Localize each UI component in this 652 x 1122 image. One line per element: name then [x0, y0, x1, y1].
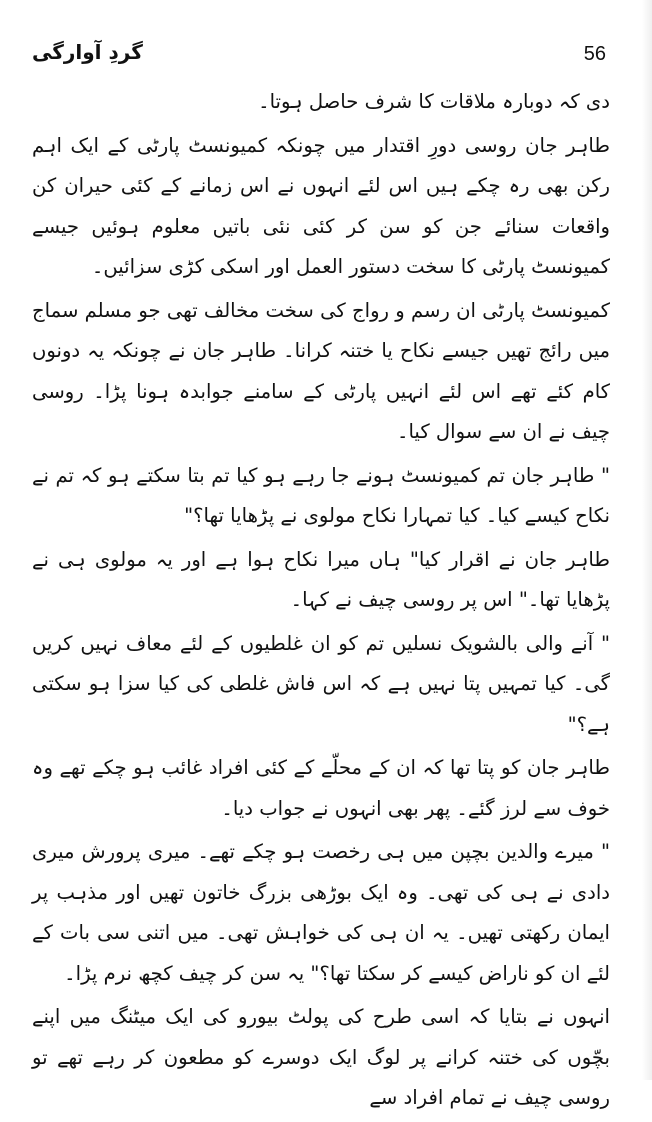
paragraph: " میرے والدین بچپن میں ہی رخصت ہو چکے تھے۔ میری پرورش میری دادی نے ہی کی تھی۔ وہ ایک بوڑھی بزرگ خاتون تھیں اور مذہب پر ایمان رکھتی تھیں۔ یہ ان ہی کی خواہش تھی۔ میں اتنی سی بات کے لئے ان کو ناراض کیسے کر سکتا تھا؟" یہ سن کر چیف کچھ نرم پڑا۔: [32, 840, 610, 985]
paragraph: کمیونسٹ پارٹی ان رسم و رواج کی سخت مخالف تھی جو مسلم سماج میں رائج تھیں جیسے نکاح یا ختنہ کرانا۔ طاہر جان نے چونکہ یہ دونوں کام کئے تھے اس لئے انہیں پارٹی کے سامنے جوابدہ ہونا پڑا۔ روسی چیف نے ان سے سوال کیا۔: [32, 298, 610, 443]
body-text: [32, 82, 610, 1122]
paragraph: انہوں نے بتایا کہ اسی طرح کی پولٹ بیورو کی ایک میٹنگ میں اپنے بچّوں کی ختنہ کرانے پر لوگ ایک دوسرے کو مطعون کر رہے تھے تو روسی چیف نے تمام افراد سے: [32, 1005, 610, 1109]
page-edge-shadow: [642, 0, 652, 1080]
page-header: [32, 40, 606, 78]
running-title: گردِ آوارگی: [32, 40, 143, 64]
paragraph: طاہر جان کو پتا تھا کہ ان کے محلّے کے کئی افراد غائب ہو چکے تھے وہ خوف سے لرز گئے۔ پھر بھی انہوں نے جواب دیا۔: [32, 756, 610, 820]
paragraph: " آنے والی بالشویک نسلیں تم کو ان غلطیوں کے لئے معاف نہیں کریں گی۔ کیا تمہیں پتا نہیں ہے کہ اس فاش غلطی کی کیا سزا ہو سکتی ہے؟": [32, 631, 610, 736]
paragraph: " طاہر جان تم کمیونسٹ ہونے جا رہے ہو کیا تم بتا سکتے ہو کہ تم نے نکاح کیسے کیا۔ کیا تمہارا نکاح مولوی نے پڑھایا تھا؟": [32, 463, 610, 527]
paragraph: طاہر جان روسی دورِ اقتدار میں چونکہ کمیونسٹ پارٹی کے ایک اہم رکن بھی رہ چکے ہیں اس لئے انہوں نے اس زمانے کے کئی حیران کن واقعات سنائے جن کو سن کر کئی نئی باتیں معلوم ہوئیں جیسے کمیونسٹ پارٹی کا سخت دستور العمل اور اسکی کڑی سزائیں۔: [32, 133, 610, 278]
page-number: 56: [583, 43, 606, 65]
paragraph: دی کہ دوبارہ ملاقات کا شرف حاصل ہوتا۔: [258, 90, 610, 113]
paragraph: طاہر جان نے اقرار کیا" ہاں میرا نکاح ہوا ہے اور یہ مولوی ہی نے پڑھایا تھا۔" اس پر روسی چیف نے کہا۔: [32, 547, 610, 611]
